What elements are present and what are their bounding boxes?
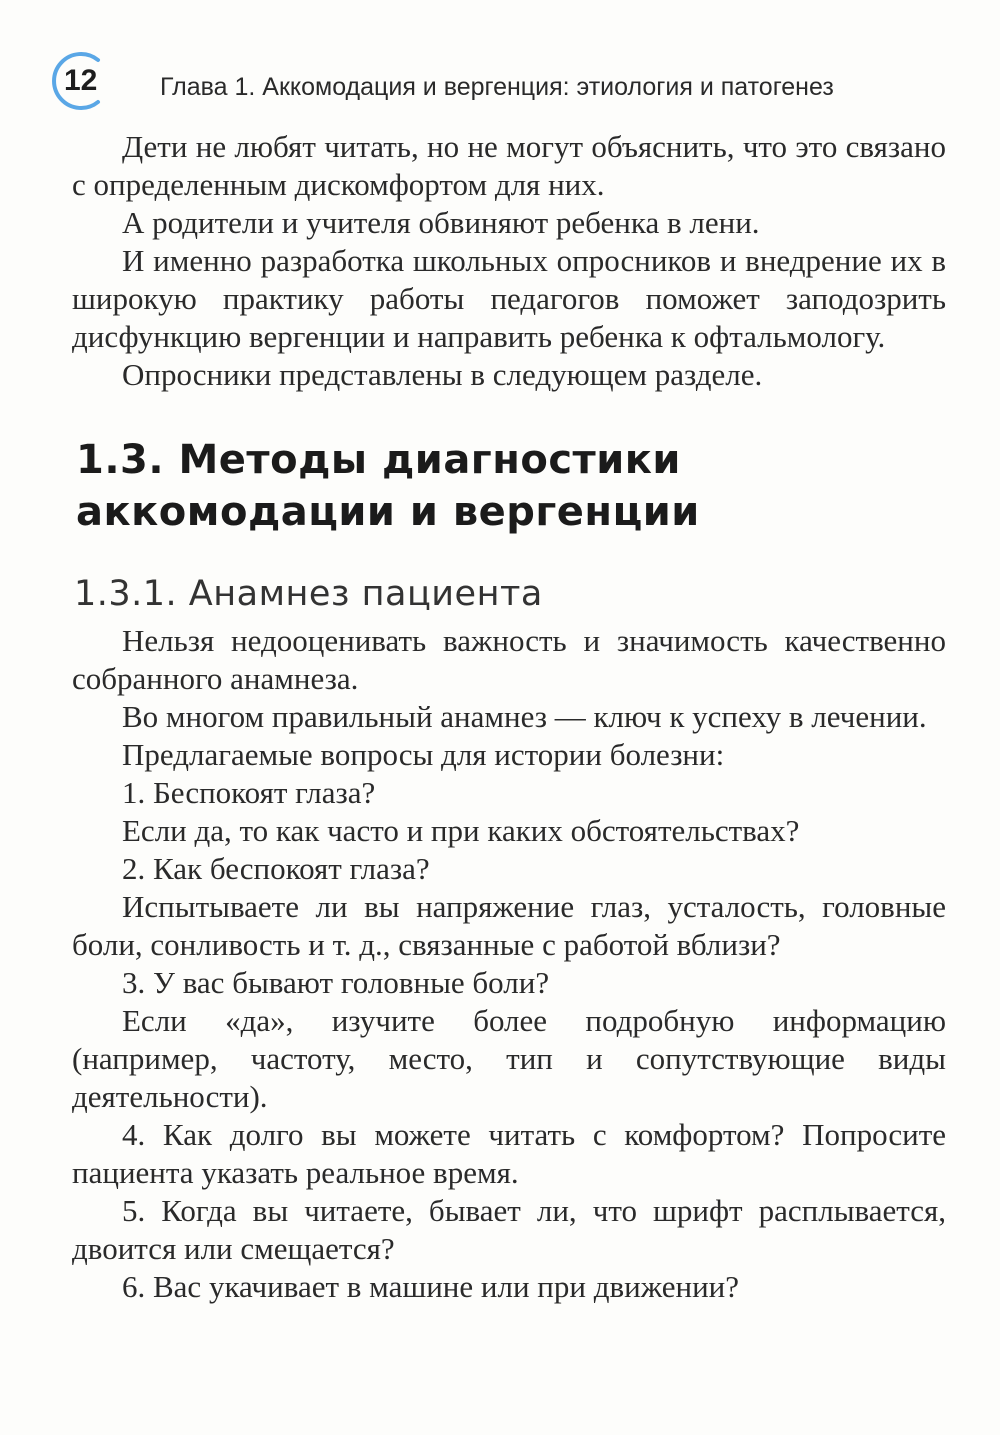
question-item: 4. Как долго вы можете читать с комфортом? Попросите пациента указать реальное время.: [72, 1117, 946, 1190]
subsection-heading: 1.3.1. Анамнез пациента: [74, 574, 543, 614]
paragraph: А родители и учителя обвиняют ребенка в лени.: [122, 205, 760, 240]
page-number-badge: [50, 50, 112, 112]
paragraph: Дети не любят читать, но не могут объяснить, что это связано с определенным дискомфортом для них.: [72, 129, 946, 202]
question-item: 1. Беспокоят глаза?: [122, 775, 376, 810]
paragraph: И именно разработка школьных опросников и внедрение их в широкую практику работы педагогов поможет заподозрить дисфункцию вергенции и направить ребенка к офтальмологу.: [72, 243, 946, 354]
question-item: 5. Когда вы читаете, бывает ли, что шрифт расплывается, двоится или смещается?: [72, 1193, 946, 1266]
question-item: 2. Как беспокоят глаза?: [122, 851, 430, 886]
paragraph: Во многом правильный анамнез — ключ к успеху в лечении.: [122, 699, 927, 734]
page-body: [72, 128, 946, 1306]
page-header: [50, 50, 950, 110]
paragraph: Если да, то как часто и при каких обстоятельствах?: [122, 813, 800, 848]
question-item: 3. У вас бывают головные боли?: [122, 965, 550, 1000]
paragraph: Нельзя недооценивать важность и значимость качественно собранного анамнеза.: [72, 623, 946, 696]
question-item: 6. Вас укачивает в машине или при движении?: [122, 1269, 740, 1304]
paragraph: Предлагаемые вопросы для истории болезни:: [122, 737, 725, 772]
paragraph: Опросники представлены в следующем разделе.: [122, 357, 763, 392]
running-head: Глава 1. Аккомодация и вергенция: этиология и патогенез: [160, 73, 834, 101]
page-number: 12: [64, 64, 98, 97]
paragraph: Испытываете ли вы напряжение глаз, усталость, головные боли, сонливость и т. д., связанные с работой вблизи?: [72, 889, 946, 962]
section-heading: 1.3. Методы диагностики аккомодации и вергенции: [76, 437, 700, 535]
paragraph: Если «да», изучите более подробную информацию (например, частоту, место, тип и сопутствующие виды деятельности).: [72, 1003, 946, 1114]
